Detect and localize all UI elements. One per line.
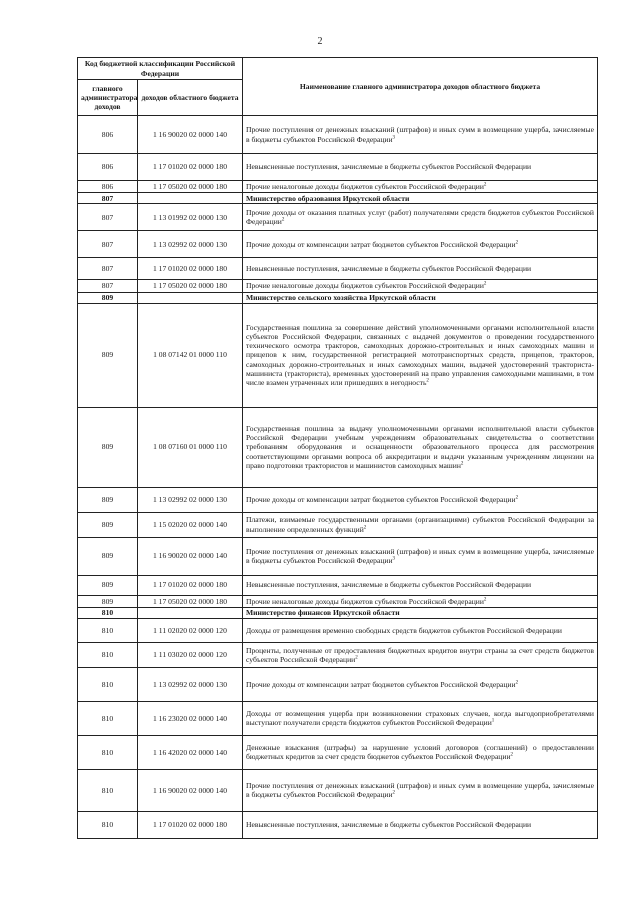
income-code: 1 17 01020 02 0000 180 — [138, 575, 243, 595]
income-name — [243, 512, 598, 537]
header-administrator-name: Наименование главного администратора доходов областного бюджета — [243, 58, 598, 116]
footnote-mark: 2 — [392, 790, 396, 796]
income-code: 1 17 01020 02 0000 180 — [138, 154, 243, 181]
admin-code: 810 — [78, 642, 138, 667]
footnote-mark: 2 — [515, 495, 519, 501]
table-row — [78, 407, 598, 487]
income-name — [243, 735, 598, 769]
admin-code: 809 — [78, 512, 138, 537]
income-name — [243, 487, 598, 512]
footnote-mark: 2 — [483, 281, 487, 287]
header-budget-income: доходов областного бюджета — [138, 80, 243, 116]
income-code: 1 17 05020 02 0000 180 — [138, 280, 243, 292]
admin-code: 810 — [78, 667, 138, 701]
table-row — [78, 181, 598, 193]
admin-code: 806 — [78, 181, 138, 193]
income-name-text: Государственная пошлина за совершение действий уполномоченными органами исполнительной власти субъектов Российской Федерации, связанных с выдачей документов о проведении государственного технического осмотра тракторов, самоходных дорожно-строительных и иных самоходных машин и прицепов к ним, государственной регистрацией мототранспортных средств, прицепов, тракторов, самоходных дорожно-строительных и иных самоходных машин, выдачей удостоверений тракториста-машиниста (тракториста), временных удостоверений на право управления самоходными машинами, в том числе взамен утраченных или пришедших в негодность — [246, 322, 594, 388]
admin-code: 810 — [78, 769, 138, 811]
table-row — [78, 487, 598, 512]
income-name — [243, 407, 598, 487]
header-main-administrator: главного администратора доходов — [78, 80, 138, 116]
table-row — [78, 701, 598, 735]
table-row — [78, 231, 598, 258]
income-name-text: Прочие доходы от компенсации затрат бюджетов субъектов Российской Федерации — [246, 239, 516, 249]
income-name-text: Прочие доходы от компенсации затрат бюджетов субъектов Российской Федерации — [246, 494, 516, 504]
income-name — [243, 116, 598, 154]
income-name — [243, 701, 598, 735]
income-name — [243, 537, 598, 575]
income-name-text: Невыясненные поступления, зачисляемые в бюджеты субъектов Российской Федерации — [246, 580, 532, 590]
income-name-text: Невыясненные поступления, зачисляемые в бюджеты субъектов Российской Федерации — [246, 264, 532, 274]
table-row — [78, 116, 598, 154]
income-name — [243, 231, 598, 258]
income-code: 1 15 02020 02 0000 140 — [138, 512, 243, 537]
admin-code: 806 — [78, 154, 138, 181]
page-number: 2 — [317, 36, 323, 47]
income-name — [243, 280, 598, 292]
income-name-text: Проценты, полученные от предоставления бюджетных кредитов внутри страны за счет средств бюджетов субъектов Российской Федерации — [246, 645, 594, 664]
table-row — [78, 811, 598, 838]
table-row — [78, 769, 598, 811]
income-name — [243, 303, 598, 407]
ministry-name: Министерство финансов Иркутской области — [243, 607, 598, 618]
admin-code: 807 — [78, 280, 138, 292]
table-row — [78, 575, 598, 595]
header-classification-code: Код бюджетной классификации Российской Федерации — [78, 58, 243, 80]
footnote-mark: 2 — [483, 596, 487, 602]
admin-code: 809 — [78, 575, 138, 595]
admin-code: 809 — [78, 595, 138, 607]
income-name-text: Доходы от размещения временно свободных средств бюджетов субъектов Российской Федерации — [246, 625, 562, 635]
income-code: 1 17 01020 02 0000 180 — [138, 811, 243, 838]
income-code: 1 11 02020 02 0000 120 — [138, 618, 243, 642]
footnote-mark: 1 — [491, 718, 495, 724]
footnote-mark: 2 — [363, 524, 367, 530]
income-name-text: Доходы от возмещения ущерба при возникновении страховых случаев, когда выгодоприобретателями выступают получатели средств бюджетов субъектов Российской Федерации — [246, 709, 594, 728]
income-name-text: Денежные взыскания (штрафы) за нарушение условий договоров (соглашений) о предоставлении бюджетных кредитов за счет средств бюджетов субъектов Российской Федерации — [246, 743, 594, 762]
income-code: 1 16 90020 02 0000 140 — [138, 537, 243, 575]
admin-code: 810 — [78, 811, 138, 838]
income-code — [138, 292, 243, 303]
table-row — [78, 595, 598, 607]
table-row — [78, 512, 598, 537]
admin-code: 810 — [78, 701, 138, 735]
ministry-row — [78, 292, 598, 303]
income-code: 1 17 05020 02 0000 180 — [138, 181, 243, 193]
budget-classification-table — [77, 57, 598, 839]
income-name-text: Прочие поступления от денежных взысканий (штрафов) и иных сумм в возмещение ущерба, зачисляемые в бюджеты субъектов Российской Федерации — [246, 781, 594, 800]
income-code: 1 13 02992 02 0000 130 — [138, 487, 243, 512]
income-code: 1 08 07142 01 0000 110 — [138, 303, 243, 407]
income-name — [243, 204, 598, 231]
footnote-mark: 2 — [281, 217, 285, 223]
footnote-mark: 3 — [392, 134, 396, 140]
income-name — [243, 642, 598, 667]
income-code: 1 13 01992 02 0000 130 — [138, 204, 243, 231]
admin-code: 810 — [78, 735, 138, 769]
income-code: 1 16 42020 02 0000 140 — [138, 735, 243, 769]
footnote-mark: 2 — [515, 680, 519, 686]
footnote-mark: 2 — [426, 378, 429, 384]
income-name-text: Прочие доходы от оказания платных услуг (работ) получателями средств бюджетов субъектов Российской Федерации — [246, 208, 594, 227]
income-name-text: Прочие неналоговые доходы бюджетов субъектов Российской Федерации — [246, 281, 484, 291]
admin-code: 806 — [78, 116, 138, 154]
footnote-mark: 3 — [392, 556, 396, 562]
income-name — [243, 595, 598, 607]
income-name-text: Невыясненные поступления, зачисляемые в бюджеты субъектов Российской Федерации — [246, 162, 532, 172]
income-name — [243, 618, 598, 642]
table-row — [78, 258, 598, 280]
footnote-mark: 2 — [515, 240, 519, 246]
ministry-row — [78, 607, 598, 618]
table-row — [78, 537, 598, 575]
admin-code: 807 — [78, 231, 138, 258]
income-name — [243, 154, 598, 181]
table-row — [78, 204, 598, 231]
income-name-text: Невыясненные поступления, зачисляемые в бюджеты субъектов Российской Федерации — [246, 820, 532, 830]
table-row — [78, 618, 598, 642]
table-row — [78, 735, 598, 769]
income-code: 1 08 07160 01 0000 110 — [138, 407, 243, 487]
table-row — [78, 154, 598, 181]
admin-code: 807 — [78, 204, 138, 231]
income-name-text: Прочие неналоговые доходы бюджетов субъектов Российской Федерации — [246, 596, 484, 606]
income-name-text: Прочие поступления от денежных взысканий (штрафов) и иных сумм в возмещение ущерба, зачисляемые в бюджеты субъектов Российской Федерации — [246, 546, 594, 565]
footnote-mark: 2 — [460, 461, 464, 467]
footnote-mark: 2 — [510, 752, 514, 758]
table-row — [78, 303, 598, 407]
income-code: 1 17 05020 02 0000 180 — [138, 595, 243, 607]
income-code — [138, 607, 243, 618]
income-name-text: Государственная пошлина за выдачу уполномоченными органами исполнительной власти субъектов Российской Федерации учебным учреждениям образовательных свидетельства о соответствии требованиям оборудования и оснащенности образовательного процесса для рассмотрения соответствующими органами вопроса об аккредитации и выдачи указанным учреждениям лицензии на право подготовки трактористов и машинистов самоходных машин — [246, 423, 594, 470]
income-name — [243, 258, 598, 280]
income-code: 1 16 90020 02 0000 140 — [138, 116, 243, 154]
table-row — [78, 642, 598, 667]
income-name-text: Прочие неналоговые доходы бюджетов субъектов Российской Федерации — [246, 182, 484, 191]
admin-code: 807 — [78, 193, 138, 204]
income-code: 1 13 02992 02 0000 130 — [138, 231, 243, 258]
income-code — [138, 193, 243, 204]
income-name — [243, 575, 598, 595]
admin-code: 807 — [78, 258, 138, 280]
income-name-text: Прочие поступления от денежных взысканий (штрафов) и иных сумм в возмещение ущерба, зачисляемые в бюджеты субъектов Российской Федерации — [246, 125, 594, 144]
income-name — [243, 667, 598, 701]
income-code: 1 13 02992 02 0000 130 — [138, 667, 243, 701]
admin-code: 809 — [78, 303, 138, 407]
income-name-text: Платежи, взимаемые государственными органами (организациями) субъектов Российской Федерации за выполнение определенных функций — [246, 515, 594, 534]
income-code: 1 17 01020 02 0000 180 — [138, 258, 243, 280]
table-row — [78, 667, 598, 701]
income-name — [243, 181, 598, 193]
income-code: 1 16 23020 02 0000 140 — [138, 701, 243, 735]
admin-code: 810 — [78, 618, 138, 642]
footnote-mark: 2 — [483, 182, 487, 188]
income-code: 1 16 90020 02 0000 140 — [138, 769, 243, 811]
ministry-name: Министерство сельского хозяйства Иркутской области — [243, 292, 598, 303]
income-name-text: Прочие доходы от компенсации затрат бюджетов субъектов Российской Федерации — [246, 679, 516, 689]
ministry-name: Министерство образования Иркутской области — [243, 193, 598, 204]
income-name — [243, 769, 598, 811]
admin-code: 809 — [78, 407, 138, 487]
admin-code: 809 — [78, 487, 138, 512]
admin-code: 809 — [78, 537, 138, 575]
income-name — [243, 811, 598, 838]
ministry-row — [78, 193, 598, 204]
admin-code: 809 — [78, 292, 138, 303]
income-code: 1 11 03020 02 0000 120 — [138, 642, 243, 667]
admin-code: 810 — [78, 607, 138, 618]
table-row — [78, 280, 598, 292]
table-body — [78, 116, 598, 839]
footnote-mark: 2 — [355, 655, 358, 661]
